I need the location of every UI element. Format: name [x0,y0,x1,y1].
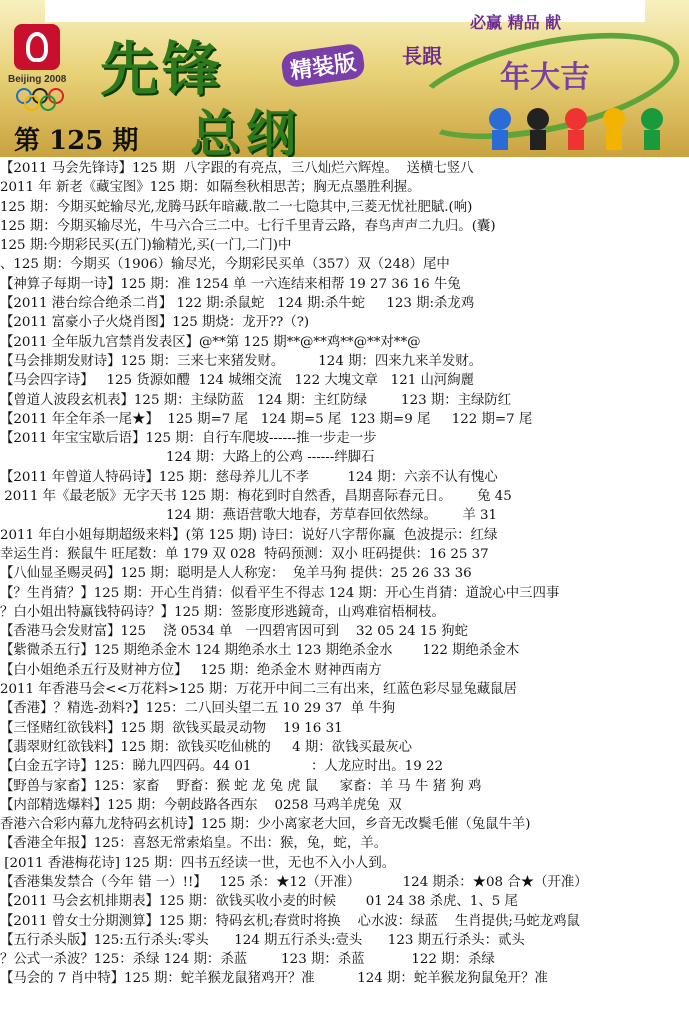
text-line: 【？生肖猜？】125 期：开心生肖猜：似看平生不得志 124 期：开心生肖猜：道說心中三四事 [0,585,560,601]
text-line: 【2011 年宝宝歇后语】125 期：自行车爬坡------推一步走一步 [0,431,377,447]
text-line: 2011 年香港马会<<万花料>125 期：万花开中间二三有出来，红蓝色彩尽显兔藏鼠居 [0,682,517,698]
prediction-text-body [0,159,689,989]
text-line: 【马会排期发财诗】125 期：三来七来猪发财。 124 期：四来九来羊发财。 [0,353,483,369]
text-line: 2011 年《最老版》无字天书 125 期：梅花到时自然香，昌期喜际春元日。 兔 45 [0,489,512,505]
text-line: 、125 期：今期买（1906）输尽光，今期彩民买单（357）双（248）尾中 [0,257,450,273]
text-line: 【马会的 7 肖中特】125 期：蛇羊猴龙鼠猪鸡开？准 124 期：蛇羊猴龙狗鼠兔开？准 [0,971,548,987]
banner-slogan-2: 年大吉 [500,60,590,95]
text-line: 125 期：今期买输尽光，牛马六合三二中。七行千里青云路，春鸟声声二九归。(囊) [0,218,496,234]
text-line: 【曾道人波段玄机表】125 期：主绿防蓝 124 期：主红防绿 123 期：主绿防红 [0,392,512,408]
text-line: 幸运生肖：猴鼠牛 旺尾数：单 179 双 028 特码预测：双小 旺码提供：16 25 37 [0,546,489,562]
text-line: 【翡翠财红欲钱料】125 期：欲钱买吃仙桃的 4 期：欲钱买最灰心 [0,739,413,755]
text-line: 【香港集发禁合（今年 错 一）!!】 125 杀：★12（开准） 124 期杀：★08 合★（开准） [0,874,588,890]
text-line: 【2011 马会先锋诗】125 期 八字跟的有亮点，三八灿烂六辉煌。 送横七竖八 [0,161,474,176]
text-line: 124 期：燕语营歌大地春，芳草春回依然绿。 羊 31 [0,508,498,524]
text-line: 2011 年 新老《藏宝图》125 期：如隔叁秋相思苦；胸无点墨胜利握。 [0,180,421,196]
text-line: 【2011 富豪小子火烧肖图】125 期烧：龙开??（?) [0,315,310,331]
edition-badge: 精装版 [280,42,366,88]
banner-slogan: 長跟 [402,44,442,68]
banner-title-line1: 先锋 [100,35,225,103]
mascots-icon [480,104,680,154]
text-line: 2011 年白小姐每期超级来料】(第 125 期) 诗曰：说好八字帮你赢 色波提示：红绿 [0,527,498,543]
text-line: 【五行杀头版】125:五行杀头:零头 124 期五行杀头:壹头 123 期五行杀头：贰头 [0,932,525,948]
olympic-emblem-icon [14,24,60,70]
text-line: 【野兽与家畜】125：家畜 野畜：猴 蛇 龙 兔 虎 鼠 家畜：羊 马 牛 猪 狗 鸡 [0,778,482,794]
text-line: 【白小姐绝杀五行及财神方位】 125 期：绝杀金木 财神西南方 [0,662,382,678]
text-line: 【马会四字诗】 125 货源如醴 124 城缃交流 122 大塊文章 121 山河絢麗 [0,373,475,389]
text-line: 【八仙显圣赐灵码】125 期：聪明是人人称宠： 兔羊马狗 提供：25 26 33 36 [0,566,472,582]
period-number: 第 125 期 [14,126,139,156]
text-line: 【三怪赌红欲钱料】125 期 欲钱买最灵动物 19 16 31 [0,720,343,736]
text-line: 【香港全年报】125：喜怒无常索焰皇。不出：猴，兔，蛇，羊。 [0,836,388,852]
text-line: 125 期:今期彩民买(五门)输精光,买(一门,二门)中 [0,238,292,254]
text-line: [2011 香港梅花诗] 125 期：四书五经读一世，无也不入小人到。 [0,855,396,871]
text-line: 【2011 曾女士分期测算】125 期：特码玄机;春赏时将换 心水波：绿蓝 生肖提供;马蛇龙鸡鼠 [0,913,580,929]
text-line: 【白金五字诗】125：睇九四四码。44 01 ：人龙应时出。19 22 [0,759,444,775]
beijing-logo-text: Beijing 2008 [8,74,67,85]
text-line: 【2011 年曾道人特码诗】125 期：慈母养儿儿不孝 124 期：六亲不认有愧心 [0,469,498,485]
text-line: 【香港】？精选-劲料?】125：二八回头望二五 10 29 37 单 牛狗 [0,701,396,717]
text-line: 【紫微杀五行】125 期绝杀金木 124 期绝杀水土 123 期绝杀金水 122 期绝杀金木 [0,643,520,659]
text-line: 124 期：大路上的公鸡 ------绊脚石 [0,450,375,466]
banner-corner-text: 必赢 精品 献 [470,13,562,32]
text-line: 香港六合彩内幕九龙特码玄机诗】125 期：少小离家老大回，乡音无改鬓毛催（兔鼠牛羊) [0,817,531,833]
header-banner [0,0,689,157]
text-line: 【2011 马会玄机排期表】125 期：欲钱买收小麦的时候 01 24 38 杀虎、1、5 尾 [0,894,518,910]
text-line: 【内部精选爆料】125 期：今朝歧路各西东 0258 马鸡羊虎兔 双 [0,797,402,813]
text-line: ？白小姐出特赢钱特码诗？】125 期：签影度形逃鏡奇，山鸡难宿梧桐枝。 [0,604,445,620]
text-line: 125 期：今期买蛇输尽光,龙腾马跃年暗藏.散二一七隐其中,三菱无忧社肥賦.(响) [0,199,473,215]
text-line: ？公式一杀波？125：杀绿 124 期：杀蓝 123 期：杀蓝 122 期：杀绿 [0,952,495,968]
text-line: 【2011 港台综合绝杀二肖】 122 期:杀鼠蛇 124 期:杀牛蛇 123 期:杀龙鸡 [0,296,475,312]
text-line: 【2011 全年版九宫禁肖发表区】@**第 125 期**@**鸡**@**对**@ [0,334,421,350]
banner-title-line2: 总纲 [190,105,302,157]
olympic-rings-icon [14,88,74,112]
text-line: 【神算子每期一诗】125 期：准 1254 单 一六连结来相帮 19 27 36 16 牛兔 [0,276,461,292]
text-line: 【2011 年全年杀一尾★】 125 期=7 尾 124 期=5 尾 123 期=9 尾 122 期=7 尾 [0,411,533,427]
text-line: 【香港马会发财富】125 浇 0534 单 一四碧宵因可到 32 05 24 15 狗蛇 [0,624,468,640]
